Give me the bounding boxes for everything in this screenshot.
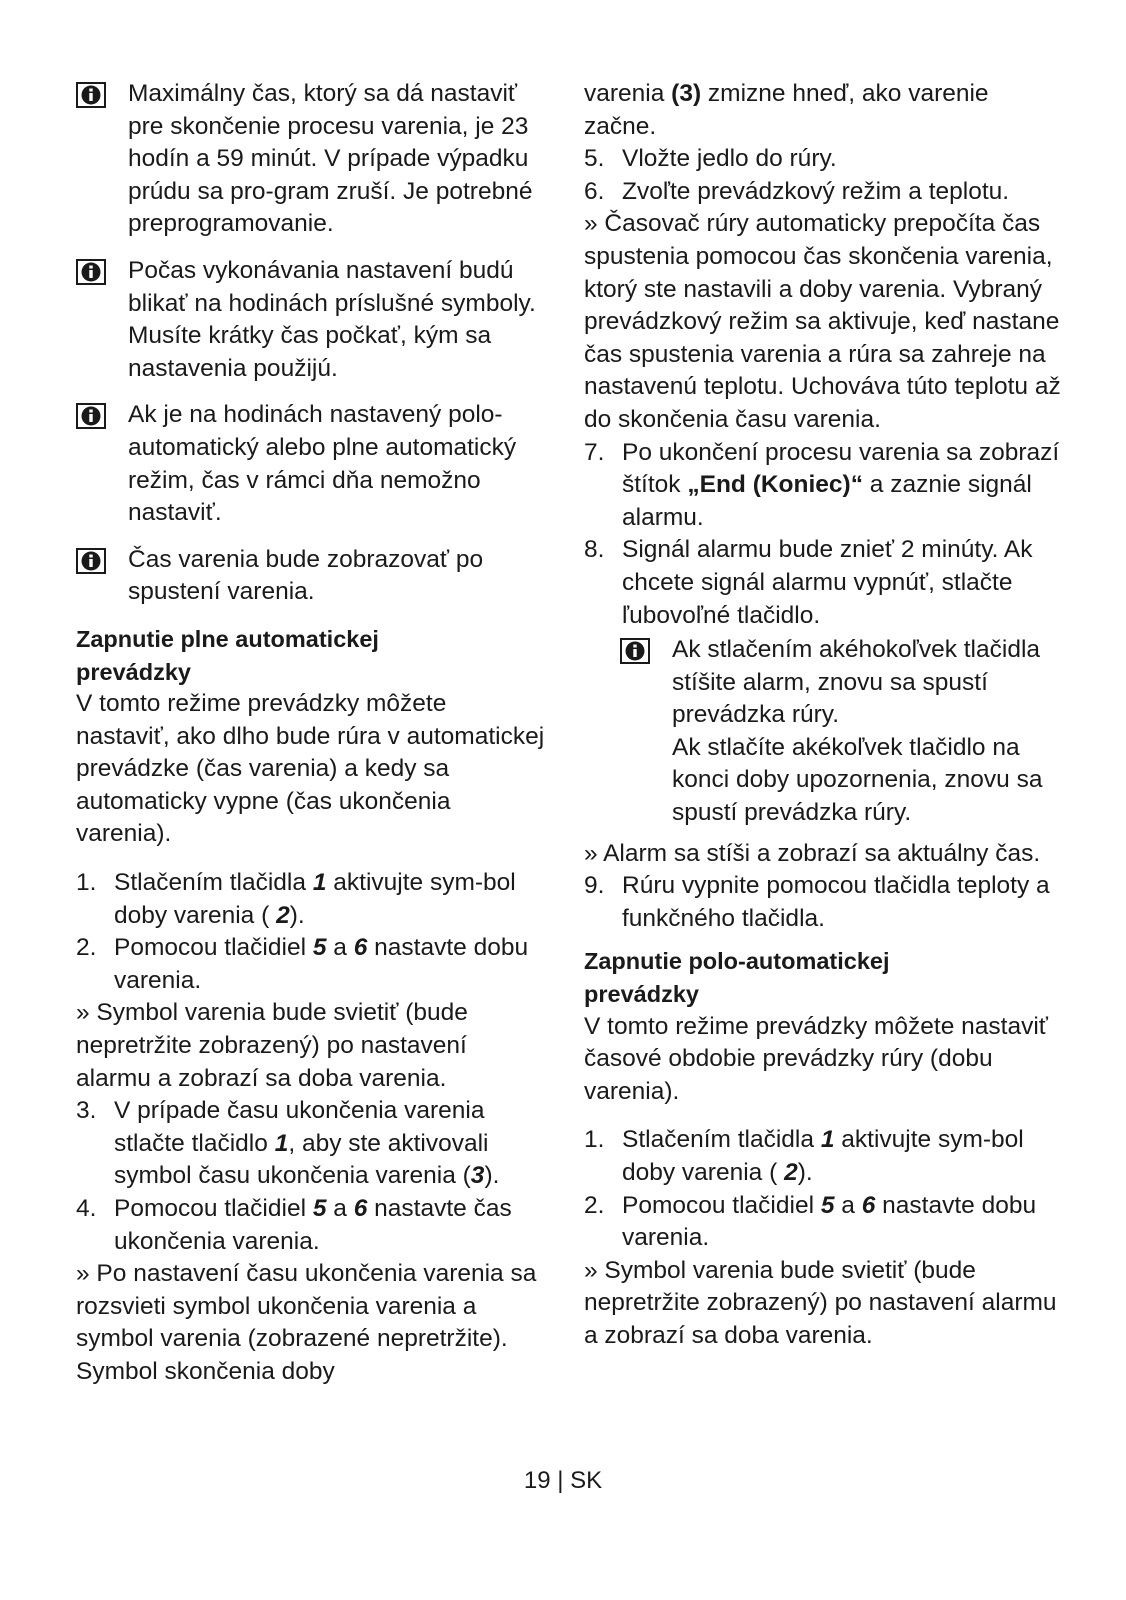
note-text: Maximálny čas, ktorý sa dá nastaviť pre skončenie procesu varenia, je 23 hodín a 59 minút. V prípade výpadku prúdu sa pro-gram zruší. Je potrebné preprogramovanie. — [128, 80, 533, 238]
list-item: 2. Pomocou tlačidiel 5 a 6 nastavte dobu varenia. — [76, 932, 546, 997]
step-text: Zvoľte prevádzkový režim a teplotu. — [622, 177, 1010, 205]
continued-paragraph: varenia (3) zmizne hneď, ako varenie začne. — [584, 80, 989, 140]
result-text: » Symbol varenia bude svietiť (bude nepretržite zobrazený) po nastavení alarmu a zobrazí sa doba varenia. — [584, 1256, 1057, 1349]
step-number: 2. — [76, 934, 97, 962]
heading-line: Zapnutie polo-automatickej — [584, 948, 890, 975]
right-column — [584, 78, 1064, 1353]
note-text: Ak je na hodinách nastavený polo-automatický alebo plne automatický režim, čas v rámci dňa nemožno nastaviť. — [128, 401, 517, 527]
info-note — [76, 78, 546, 241]
symbol-ref: (3) — [671, 80, 702, 107]
intro-paragraph: V tomto režime prevádzky môžete nastaviť časové obdobie prevádzky rúry (dobu varenia). — [584, 1012, 1048, 1105]
step-number: 3. — [76, 1097, 97, 1125]
button-ref: 5 — [820, 1191, 835, 1219]
button-ref: 6 — [861, 1191, 876, 1219]
button-ref: 6 — [353, 1195, 368, 1222]
info-note — [76, 544, 546, 609]
list-item — [584, 870, 1064, 935]
section-heading — [584, 945, 1064, 1010]
info-icon — [76, 548, 106, 574]
info-icon — [620, 638, 650, 664]
step-number: 1. — [584, 1126, 605, 1154]
info-icon — [76, 82, 106, 108]
step-text: Vložte jedlo do rúry. — [622, 145, 837, 173]
button-ref: 1 — [274, 1129, 289, 1157]
section-heading — [76, 623, 546, 688]
info-note — [76, 255, 546, 385]
button-ref: 5 — [312, 934, 327, 962]
list-item: 4. Pomocou tlačidiel 5 a 6 nastavte čas ukončenia varenia. — [76, 1193, 546, 1258]
step-number: 4. — [76, 1195, 97, 1222]
list-item: 2. Pomocou tlačidiel 5 a 6 nastavte dobu varenia. — [584, 1190, 1064, 1255]
info-note — [76, 399, 546, 529]
step-number: 8. — [584, 536, 605, 564]
step-number: 5. — [584, 145, 605, 173]
left-column — [76, 78, 546, 1389]
note-text: Počas vykonávania nastavení budú blikať na hodinách príslušné symboly. Musíte krátky čas počkať, kým sa nastavenia použijú. — [128, 256, 536, 382]
heading-line: prevádzky — [584, 981, 699, 1008]
step-number: 2. — [584, 1191, 605, 1219]
result-text: » Alarm sa stíši a zobrazí sa aktuálny čas. — [584, 839, 1041, 867]
info-note — [620, 634, 1064, 830]
result-text: » Po nastavení času ukončenia varenia sa rozsvieti symbol ukončenia varenia a symbol varenia (zobrazené nepretržite). Symbol skončenia doby — [76, 1260, 537, 1385]
result-text: » Symbol varenia bude svietiť (bude nepretržite zobrazený) po nastavení alarmu a zobrazí sa doba varenia. — [76, 999, 468, 1092]
note-text: Ak stlačením akéhokoľvek tlačidla stíšite alarm, znovu sa spustí prevádzka rúry. — [672, 636, 1041, 729]
list-item: 7. Po ukončení procesu varenia sa zobrazí štítok „End (Koniec)“ a zaznie signál alarmu. — [584, 437, 1064, 535]
symbol-ref: 2 — [276, 901, 290, 929]
page-footer: 19 | SK — [523, 1467, 603, 1494]
step-number: 6. — [584, 177, 605, 205]
intro-paragraph: V tomto režime prevádzky môžete nastaviť, ako dlho bude rúra v automatickej prevádzke (čas varenia) a kedy sa automaticky vypne (čas ukončenia varenia). — [76, 690, 545, 848]
heading-line: prevádzky — [76, 658, 191, 685]
step-text: Rúru vypnite pomocou tlačidla teploty a funkčného tlačidla. — [622, 872, 1050, 932]
symbol-ref: 2 — [784, 1159, 798, 1186]
button-ref: 5 — [312, 1195, 327, 1222]
result-text: » Časovač rúry automaticky prepočíta čas spustenia pomocou čas skončenia varenia, ktorý ste nastavili a doby varenia. Vybraný prevádzkový režim sa aktivuje, keď nastane čas spustenia varenia a rúra sa zahreje na nastavenú teplotu. Uchováva túto teplotu až do skončenia času varenia. — [584, 210, 1061, 433]
display-label: „End (Koniec)“ — [687, 471, 863, 499]
list-item: 3. V prípade času ukončenia varenia stlačte tlačidlo 1, aby ste aktivovali symbol času ukončenia varenia (3). — [76, 1095, 546, 1193]
button-ref: 1 — [312, 869, 327, 897]
note-text: Ak stlačíte akékoľvek tlačidlo na konci doby upozornenia, znovu sa spustí prevádzka rúry. — [672, 733, 1043, 827]
note-text: Čas varenia bude zobrazovať po spustení varenia. — [128, 545, 484, 606]
button-ref: 1 — [820, 1126, 835, 1154]
heading-line: Zapnutie plne automatickej — [76, 625, 379, 652]
list-item: 1. Stlačením tlačidla 1 aktivujte sym-bol doby varenia ( 2). — [76, 867, 546, 932]
symbol-ref: 3 — [470, 1162, 485, 1190]
step-number: 9. — [584, 872, 605, 900]
list-item — [584, 534, 1064, 632]
list-item — [584, 176, 1064, 209]
list-item: 1. Stlačením tlačidla 1 aktivujte sym-bol doby varenia ( 2). — [584, 1124, 1064, 1189]
step-text: Signál alarmu bude znieť 2 minúty. Ak chcete signál alarmu vypnúť, stlačte ľubovoľné tlačidlo. — [622, 536, 1033, 629]
step-number: 7. — [584, 438, 605, 466]
button-ref: 6 — [353, 934, 368, 962]
info-icon — [76, 259, 106, 285]
step-number: 1. — [76, 869, 97, 897]
list-item — [584, 143, 1064, 176]
info-icon — [76, 403, 106, 429]
